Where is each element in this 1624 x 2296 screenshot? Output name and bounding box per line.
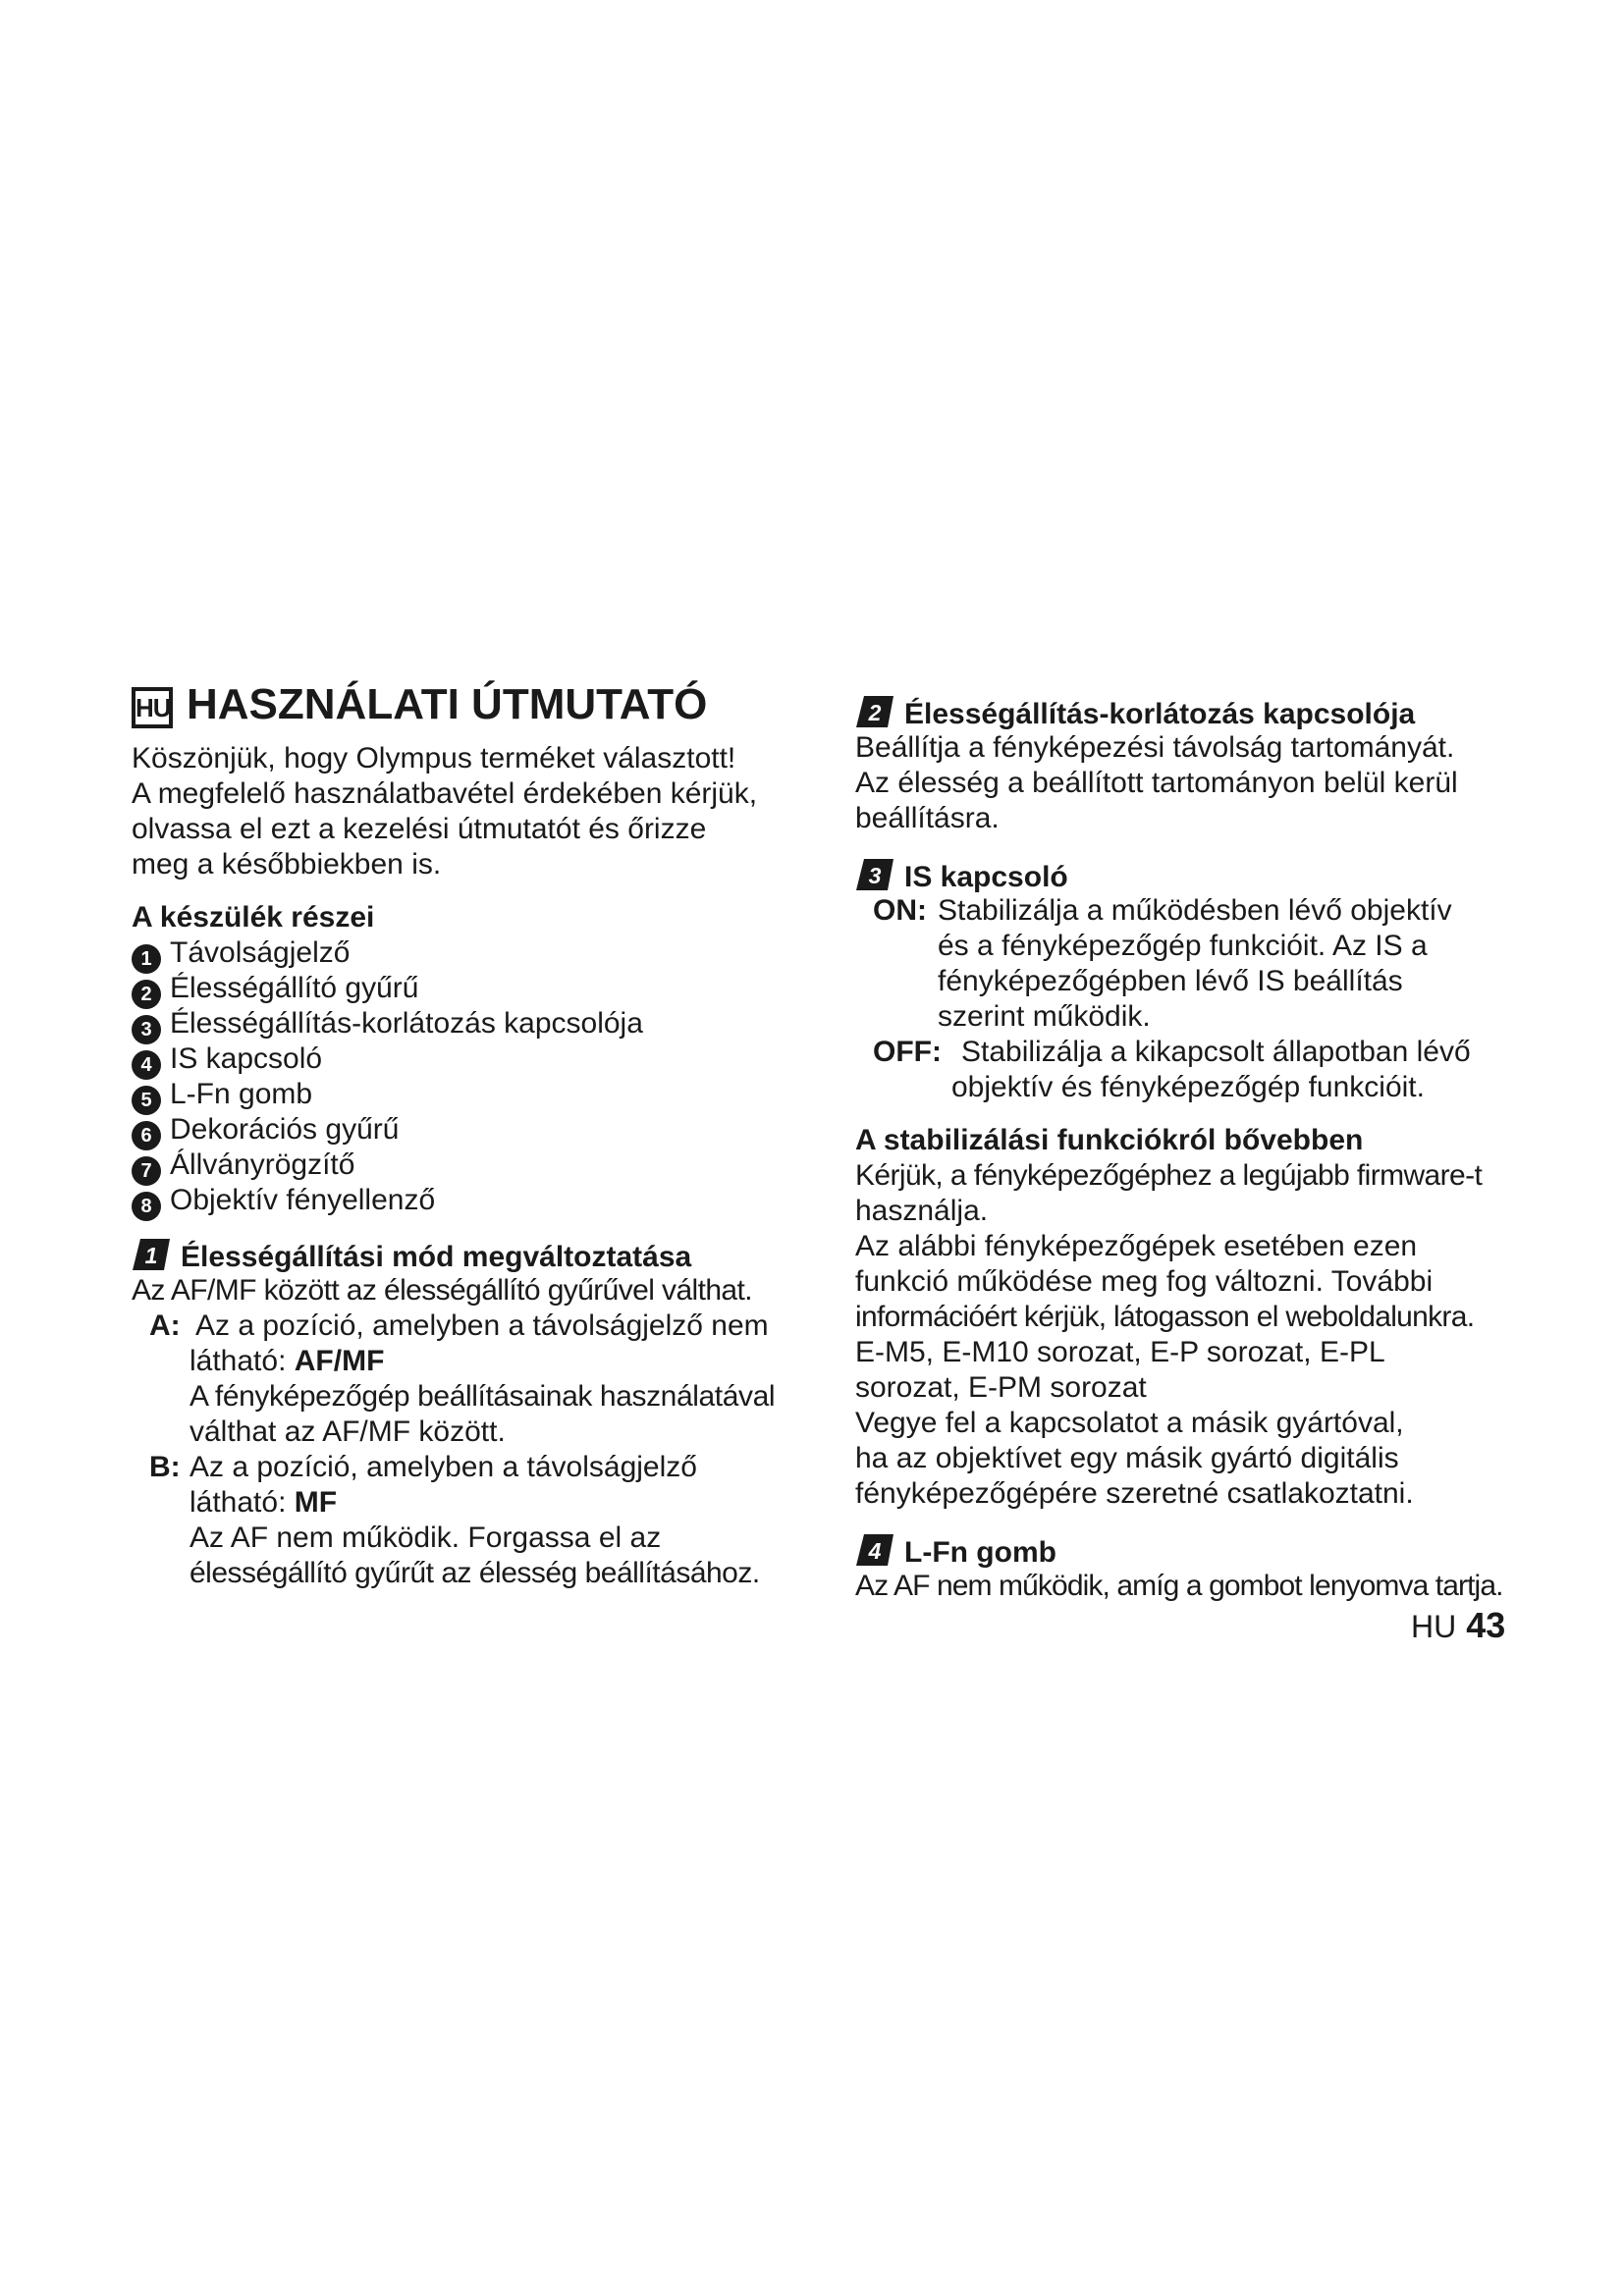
option-a-value: AF/MF	[294, 1345, 385, 1377]
number-marker: 4	[132, 1050, 161, 1080]
section-number: 3	[868, 863, 882, 888]
section-text: Beállítja a fényképezési távolság tartományát.	[855, 731, 1455, 764]
stab-text: információért kérjük, látogasson el weboldalunkra.	[855, 1301, 1475, 1333]
option-on-text: fényképezőgépben lévő IS beállítás	[938, 965, 1403, 997]
section-text: Az AF/MF között az élességállító gyűrűvel válthat.	[132, 1274, 752, 1307]
parts-list-item	[132, 1148, 354, 1186]
section-number: 1	[144, 1243, 158, 1268]
stab-text: Az alábbi fényképezőgépek esetében ezen	[855, 1230, 1418, 1262]
intro-line: A megfelelő használatbavétel érdekében kérjük,	[132, 777, 758, 810]
part-label: Távolságjelző	[170, 936, 351, 969]
number-marker: 6	[132, 1121, 161, 1150]
section-text: Az AF nem működik, amíg a gombot lenyomva tartja.	[855, 1570, 1503, 1602]
option-b-text	[189, 1485, 337, 1521]
language-badge: HU	[132, 687, 173, 728]
parts-list-item	[132, 935, 350, 974]
option-off-text: objektív és fényképezőgép funkcióit.	[951, 1071, 1425, 1103]
parts-list-item	[132, 1112, 399, 1150]
part-label: Állványrögzítő	[170, 1148, 355, 1181]
part-label: Élességállító gyűrű	[170, 972, 419, 1004]
section-number: 2	[868, 700, 882, 725]
option-marker: A:	[149, 1309, 181, 1342]
page-title-text: HASZNÁLATI ÚTMUTATÓ	[187, 680, 708, 728]
parts-list-item	[132, 1077, 312, 1115]
stab-text: használja.	[855, 1195, 989, 1227]
section-text: beállításra.	[855, 802, 1000, 834]
section-text: Az élesség a beállított tartományon belül kerül	[855, 767, 1458, 799]
option-marker: OFF:	[873, 1036, 942, 1068]
parts-list-item	[132, 1183, 435, 1221]
stab-text: funkció működése meg fog változni. További	[855, 1265, 1434, 1298]
intro-line: olvassa el ezt a kezelési útmutatót és őrizze	[132, 813, 707, 845]
option-b-text-prefix: látható:	[189, 1486, 295, 1519]
option-marker: ON:	[873, 894, 927, 927]
stab-text: fényképezőgépére szeretné csatlakoztatni.	[855, 1477, 1414, 1510]
number-marker: 8	[132, 1192, 161, 1221]
option-a-text	[189, 1344, 384, 1379]
page-number-value: 43	[1466, 1605, 1506, 1645]
section-heading-text: IS kapcsoló	[904, 861, 1068, 893]
stab-text: sorozat, E-PM sorozat	[855, 1371, 1147, 1404]
page-number	[1411, 1605, 1505, 1646]
part-label: IS kapcsoló	[170, 1042, 323, 1075]
section-number: 4	[868, 1538, 882, 1564]
option-a-text: A fényképezőgép beállításainak használatával	[189, 1380, 776, 1413]
option-off-text: Stabilizálja a kikapcsolt állapotban lévő	[961, 1036, 1471, 1068]
intro-line: meg a későbbiekben is.	[132, 848, 442, 881]
option-a	[149, 1308, 181, 1344]
section-heading	[855, 1533, 1056, 1571]
parts-list-item	[132, 971, 418, 1009]
section-heading	[132, 1238, 691, 1275]
part-label: Objektív fényellenző	[170, 1184, 436, 1216]
option-b-text: Az AF nem működik. Forgassa el az	[189, 1522, 662, 1554]
stab-text: ha az objektívet egy másik gyártó digitális	[855, 1442, 1399, 1474]
stab-text: Vegye fel a kapcsolatot a másik gyártóval,	[855, 1407, 1404, 1439]
number-marker: 2	[132, 980, 161, 1009]
number-marker: 3	[132, 1015, 161, 1044]
number-marker: 5	[132, 1086, 161, 1115]
intro-line: Köszönjük, hogy Olympus terméket választott!	[132, 742, 736, 774]
option-b-value: MF	[294, 1486, 338, 1519]
option-b-text: Az a pozíció, amelyben a távolságjelző	[189, 1451, 697, 1483]
section-number-icon	[132, 1238, 171, 1271]
option-on-text: és a fényképezőgép funkcióit. Az IS a	[938, 930, 1428, 962]
parts-list-item	[132, 1006, 643, 1044]
section-heading-text: Élességállítási mód megváltoztatása	[181, 1241, 692, 1273]
option-b	[149, 1450, 181, 1485]
section-number-icon	[855, 858, 894, 891]
number-marker: 1	[132, 944, 161, 974]
section-heading-text: L-Fn gomb	[904, 1536, 1056, 1569]
section-heading	[855, 858, 1068, 895]
option-b-text: élességállító gyűrűt az élesség beállításához.	[189, 1557, 760, 1589]
part-label: Élességállítás-korlátozás kapcsolója	[170, 1007, 643, 1040]
part-label: L-Fn gomb	[170, 1078, 313, 1110]
option-a-text: válthat az AF/MF között.	[189, 1415, 506, 1448]
section-number-icon	[855, 695, 894, 728]
page-lang: HU	[1411, 1609, 1457, 1644]
section-heading	[855, 695, 1415, 732]
number-marker: 7	[132, 1156, 161, 1186]
option-on-text: Stabilizálja a működésben lévő objektív	[938, 894, 1452, 927]
stab-heading: A stabilizálási funkciókról bővebben	[855, 1124, 1364, 1156]
parts-heading: A készülék részei	[132, 901, 375, 934]
stab-text: E-M5, E-M10 sorozat, E-P sorozat, E-PL	[855, 1336, 1385, 1368]
page-title	[132, 680, 707, 729]
parts-list-item	[132, 1041, 322, 1080]
option-on-text: szerint működik.	[938, 1000, 1151, 1033]
option-a-text-prefix: látható:	[189, 1345, 295, 1377]
section-number-icon	[855, 1533, 894, 1567]
option-marker: B:	[149, 1451, 181, 1483]
stab-text: Kérjük, a fényképezőgéphez a legújabb firmware-t	[855, 1159, 1483, 1192]
section-heading-text: Élességállítás-korlátozás kapcsolója	[904, 698, 1416, 730]
option-a-text: Az a pozíció, amelyben a távolságjelző nem	[195, 1309, 769, 1342]
part-label: Dekorációs gyűrű	[170, 1113, 400, 1146]
